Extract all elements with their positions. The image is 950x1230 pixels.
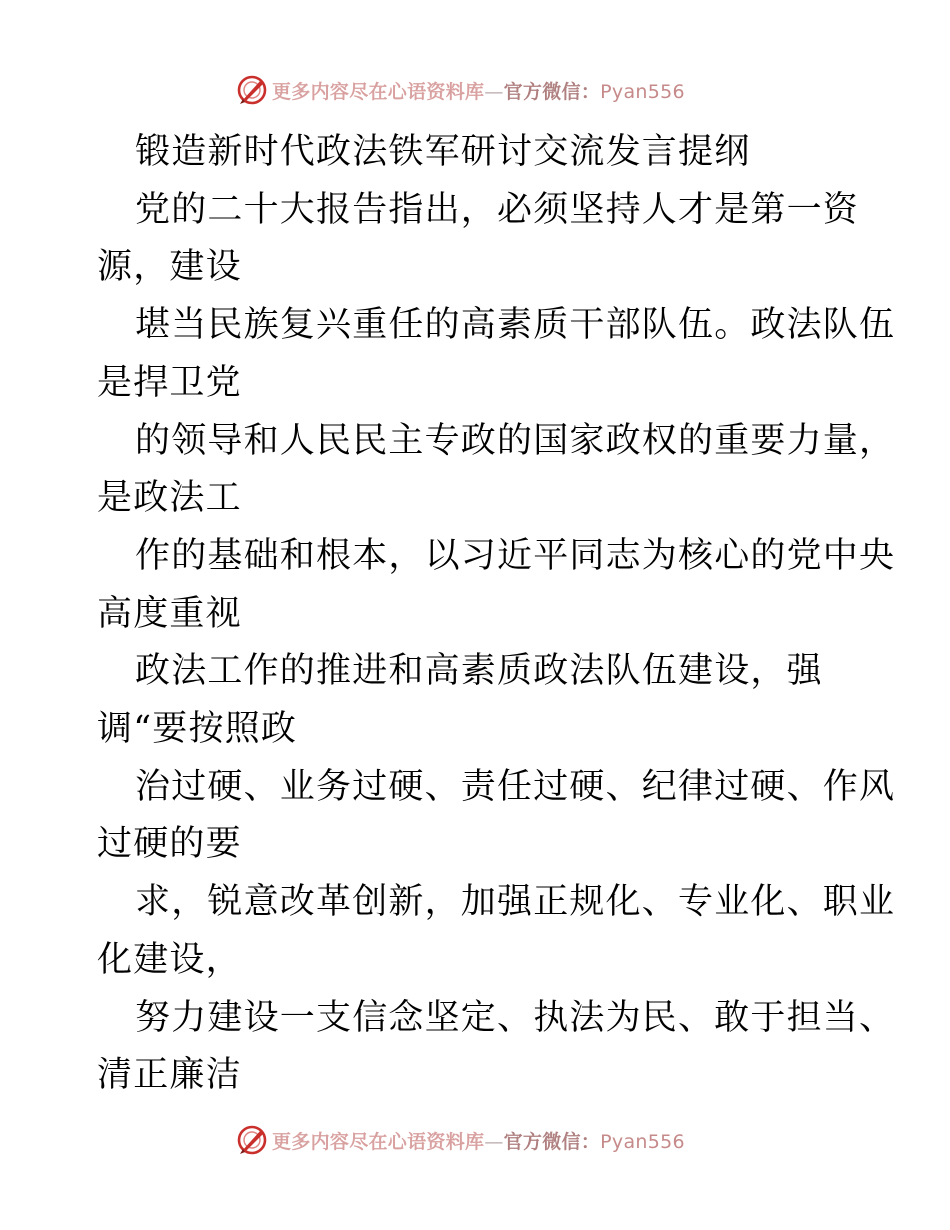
watermark-id: Pyan556 [600,1130,685,1153]
watermark-label: 官方微信： [503,1130,601,1153]
text-line: 源，建设 [97,247,242,288]
watermark-dash: — [484,1130,504,1153]
watermark-label: 官方微信： [503,80,601,103]
text-line: 作的基础和根本，以习近平同志为核心的党中央 [135,535,896,576]
footer-watermark [236,1123,685,1157]
text-line: 是捍卫党 [97,362,242,403]
text-line: 高度重视 [97,593,242,634]
watermark-brand: 更多内容尽在心语资料库 [272,80,485,103]
text-line: 是政法工 [97,478,242,519]
watermark-text [272,77,685,104]
document-body [97,124,896,1105]
pen-logo-icon [236,1124,268,1156]
watermark-id: Pyan556 [600,80,685,103]
text-line: 堪当民族复兴重任的高素质干部队伍。政法队伍 [135,305,896,346]
text-line: 努力建设一支信念坚定、执法为民、敢于担当、 [135,997,896,1038]
text-line: 调“要按照政 [97,709,298,750]
text-line: 化建设， [97,939,242,980]
watermark-text [272,1127,685,1154]
text-line: 过硬的要 [97,824,242,865]
text-line: 治过硬、业务过硬、责任过硬、纪律过硬、作风 [135,766,896,807]
text-line: 清正廉洁 [97,1055,242,1096]
text-line: 党的二十大报告指出，必须坚持人才是第一资 [135,189,860,230]
text-line: 政法工作的推进和高素质政法队伍建设，强 [135,651,823,692]
text-line: 的领导和人民民主专政的国家政权的重要力量， [135,420,896,461]
watermark-brand: 更多内容尽在心语资料库 [272,1130,485,1153]
pen-logo-icon [236,74,268,106]
document-title: 锻造新时代政法铁军研讨交流发言提纲 [135,132,751,172]
text-line: 求，锐意改革创新，加强正规化、专业化、职业 [135,882,896,923]
header-watermark [236,73,685,107]
watermark-dash: — [484,80,504,103]
